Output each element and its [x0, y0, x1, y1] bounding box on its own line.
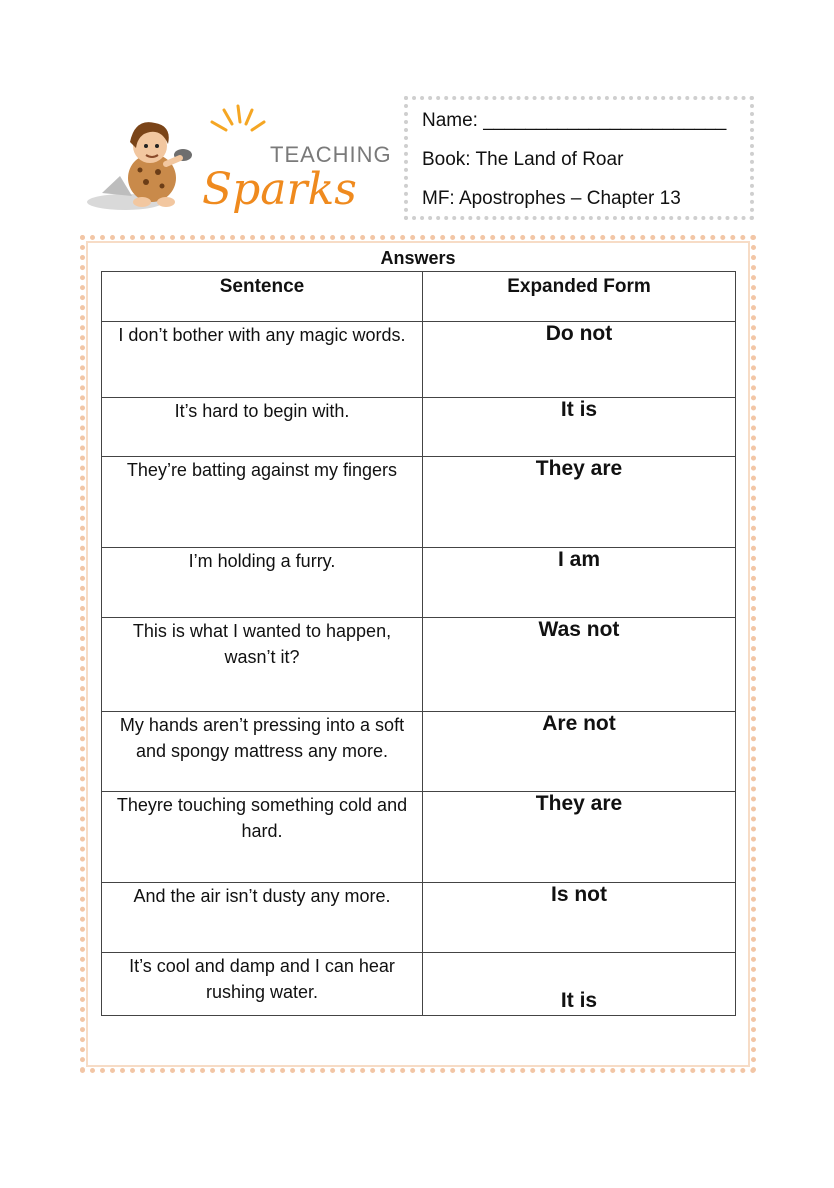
expanded-form-cell: Is not [423, 883, 736, 953]
logo-teaching-text: TEACHING [270, 142, 392, 167]
expanded-form-cell: Do not [423, 322, 736, 398]
student-info-box [404, 96, 754, 220]
sentence-cell: They’re batting against my fingers [102, 457, 423, 548]
table-row [102, 792, 736, 883]
header-expanded-form: Expanded Form [423, 272, 736, 322]
teaching-sparks-logo [80, 98, 400, 223]
logo-sparks-text: Sparks [202, 164, 357, 215]
name-field-line[interactable]: Name: _______________________ [422, 110, 727, 131]
sentence-cell: I don’t bother with any magic words. [102, 322, 423, 398]
expanded-form-cell: I am [423, 548, 736, 618]
header-sentence: Sentence [102, 272, 423, 322]
expanded-form-cell: They are [423, 457, 736, 548]
sentence-cell: And the air isn’t dusty any more. [102, 883, 423, 953]
book-title-line: Book: The Land of Roar [422, 149, 624, 170]
table-row [102, 712, 736, 792]
expanded-form-cell: They are [423, 792, 736, 883]
sentence-cell: Theyre touching something cold and hard. [102, 792, 423, 883]
expanded-form-cell: It is [423, 398, 736, 457]
mf-topic-line: MF: Apostrophes – Chapter 13 [422, 188, 681, 209]
table-row [102, 398, 736, 457]
table-row [102, 457, 736, 548]
answers-heading: Answers [380, 248, 456, 268]
expanded-form-cell: Was not [423, 618, 736, 712]
answers-table [101, 271, 736, 1016]
sentence-cell: I’m holding a furry. [102, 548, 423, 618]
spark-rays-icon [212, 106, 264, 130]
expanded-form-cell: Are not [423, 712, 736, 792]
sentence-cell: It’s hard to begin with. [102, 398, 423, 457]
sentence-cell: This is what I wanted to happen, wasn’t it? [102, 618, 423, 712]
table-row [102, 548, 736, 618]
sentence-cell: It’s cool and damp and I can hear rushing water. [102, 953, 423, 1016]
table-row [102, 953, 736, 1016]
table-row [102, 883, 736, 953]
caveman-mascot-icon [87, 122, 192, 210]
sentence-cell: My hands aren’t pressing into a soft and spongy mattress any more. [102, 712, 423, 792]
table-row [102, 322, 736, 398]
table-header-row [102, 272, 736, 322]
table-row [102, 618, 736, 712]
expanded-form-cell: It is [423, 953, 736, 1016]
